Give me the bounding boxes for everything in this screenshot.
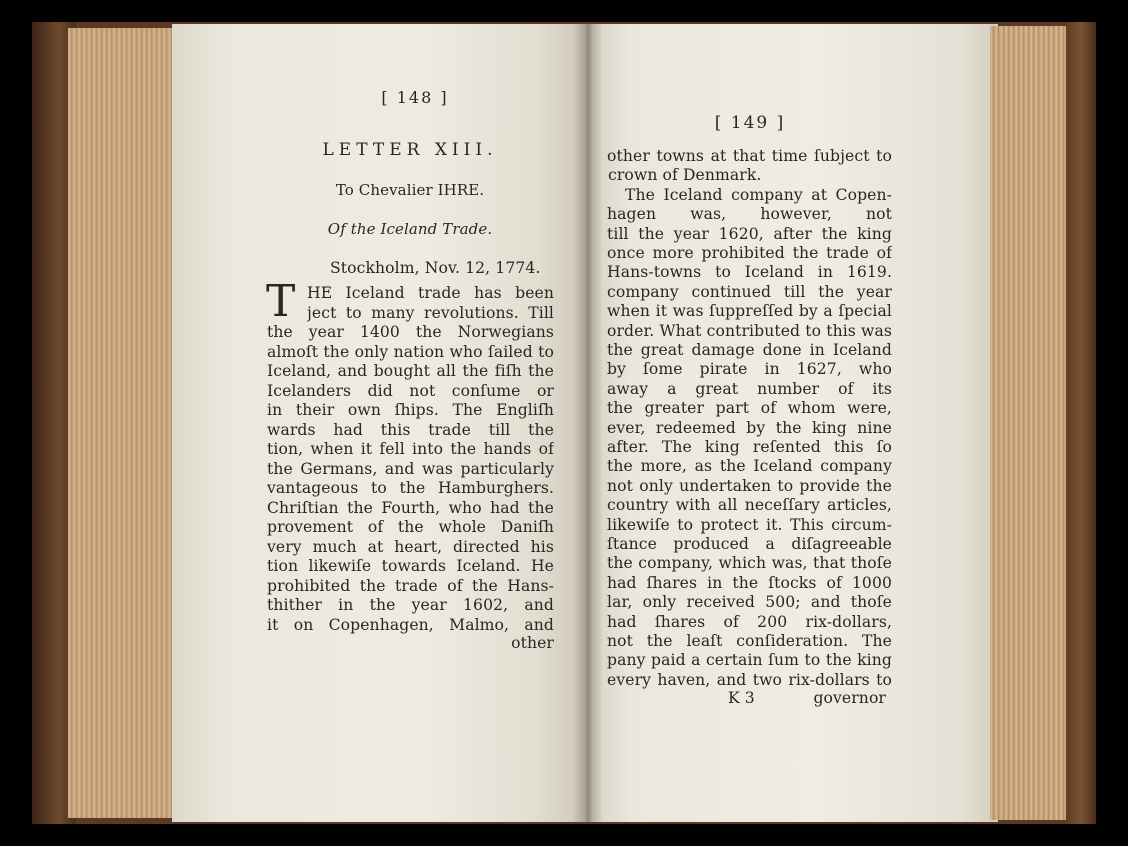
text-line: prohibited the trade of the Hans- bbox=[267, 576, 554, 595]
text-line: the great damage done in Iceland bbox=[607, 341, 892, 359]
text-line: ever, redeemed by the king nine bbox=[607, 418, 892, 437]
text-line: not the leaſt conſideration. The bbox=[607, 632, 892, 650]
text-line: the company, which was, that thoſe bbox=[607, 554, 892, 573]
text-line: had ſhares in the ſtocks of 1000 bbox=[607, 573, 892, 592]
text-line: after. The king reſented this ſo bbox=[607, 438, 892, 456]
signature-mark: K 3 bbox=[728, 689, 755, 707]
text-line: Icelanders did not conſume or bbox=[267, 381, 554, 400]
open-book bbox=[32, 22, 1096, 824]
text-line: away a great number of its bbox=[607, 379, 892, 398]
text-line: vantageous to the Hamburghers. bbox=[267, 479, 554, 497]
right-cover bbox=[1066, 22, 1096, 824]
left-catchword: other bbox=[511, 634, 554, 652]
text-line: almoſt the only nation who ſailed to bbox=[267, 342, 554, 361]
text-line: thither in the year 1602, and bbox=[267, 596, 554, 614]
text-line: the greater part of whom were, bbox=[607, 399, 892, 418]
page-number: [ 149 ] bbox=[714, 113, 786, 133]
letter-subject: Of the Iceland Trade. bbox=[327, 220, 493, 238]
text-line: the year 1400 the Norwegians bbox=[267, 323, 554, 341]
text-line: pany paid a certain ſum to the king bbox=[607, 651, 892, 670]
text-line: order. What contributed to this was bbox=[607, 321, 892, 340]
text-line: ject to many revolutions. Till bbox=[307, 303, 554, 322]
book-gutter bbox=[572, 24, 602, 822]
dateline: Stockholm, Nov. 12, 1774. bbox=[330, 259, 541, 277]
text-line: Chriſtian the Fourth, who had the bbox=[267, 498, 554, 517]
addressee: To Chevalier IHRE. bbox=[335, 181, 485, 199]
text-line: Hans-towns to Iceland in 1619. bbox=[607, 263, 892, 282]
text-line: tion likewiſe towards Iceland. He bbox=[267, 557, 554, 575]
text-line: lar, only received 500; and thoſe bbox=[607, 593, 892, 612]
text-line: other towns at that time ſubject to bbox=[607, 147, 892, 165]
text-line: the Germans, and was particularly bbox=[267, 459, 554, 478]
text-line: every haven, and two rix-dollars to bbox=[607, 670, 892, 689]
text-line: in their own ſhips. The Engliſh bbox=[267, 401, 554, 419]
text-line: wards had this trade till the bbox=[267, 420, 554, 439]
text-line: provement of the whole Daniſh bbox=[267, 518, 554, 536]
text-line: the more, as the Iceland company bbox=[607, 457, 892, 476]
text-line: by ſome pirate in 1627, who bbox=[607, 360, 892, 379]
text-line: once more prohibited the trade of bbox=[607, 244, 892, 262]
text-line: HE Iceland trade has been bbox=[307, 284, 554, 302]
text-line: hagen was, however, not bbox=[607, 205, 892, 224]
text-line: company continued till the year bbox=[607, 282, 892, 301]
text-line: Iceland, and bought all the fiſh the bbox=[267, 362, 554, 380]
text-line: till the year 1620, after the king bbox=[607, 224, 892, 243]
text-line: when it was ſuppreſſed by a ſpecial bbox=[607, 302, 892, 321]
text-line: crown of Denmark. bbox=[608, 166, 762, 185]
text-line: had ſhares of 200 rix-dollars, bbox=[607, 612, 892, 631]
text-line: likewiſe to protect it. This circum- bbox=[607, 515, 892, 534]
text-line: it on Copenhagen, Malmo, and bbox=[267, 615, 554, 634]
text-line: country with all neceſſary articles, bbox=[607, 496, 892, 515]
right-page-edges bbox=[990, 26, 1074, 820]
text-line: not only undertaken to provide the bbox=[607, 476, 892, 495]
text-line: ſtance produced a diſagreeable bbox=[607, 535, 892, 553]
text-line: very much at heart, directed his bbox=[267, 537, 554, 556]
right-catchword: governor bbox=[813, 689, 886, 707]
drop-cap: T bbox=[266, 276, 296, 327]
page-number: [ 148 ] bbox=[381, 88, 449, 107]
letter-heading: LETTER XIII. bbox=[322, 140, 498, 160]
left-page-edges bbox=[68, 28, 180, 818]
text-line: The Iceland company at Copen- bbox=[625, 185, 892, 204]
text-line: tion, when it fell into the hands of bbox=[267, 440, 554, 458]
